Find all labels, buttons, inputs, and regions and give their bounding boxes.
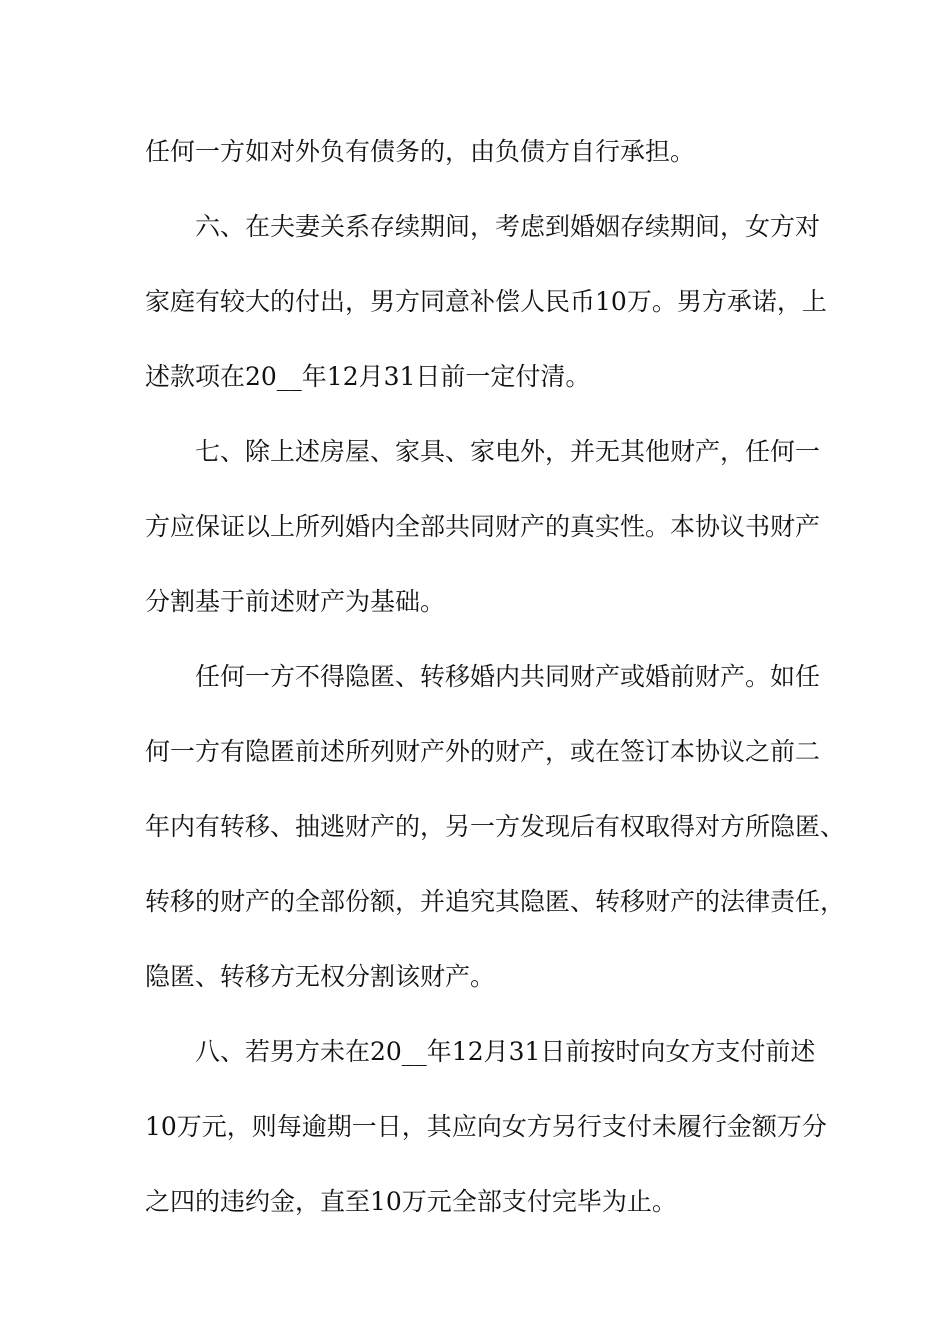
- text-line: 分割基于前述财产为基础。: [145, 587, 446, 616]
- text-line: 方应保证以上所列婚内全部共同财产的真实性。本协议书财产: [145, 512, 821, 541]
- text-line: 之四的违约金，直至10万元全部支付完毕为止。: [145, 1187, 677, 1216]
- text-line: 隐匿、转移方无权分割该财产。: [145, 962, 496, 991]
- paragraph-start: 任何一方不得隐匿、转移婚内共同财产或婚前财产。如任: [195, 662, 821, 691]
- clause-seven-start: 七、除上述房屋、家具、家电外，并无其他财产，任何一: [195, 437, 821, 466]
- text-line: 述款项在20__年12月31日前一定付清。: [145, 362, 591, 391]
- text-line: 家庭有较大的付出，男方同意补偿人民币10万。男方承诺，上: [145, 287, 827, 316]
- document-body: [145, 134, 846, 1259]
- text-line: 10万元，则每逾期一日，其应向女方另行支付未履行金额万分: [145, 1112, 827, 1141]
- clause-six-start: 六、在夫妻关系存续期间，考虑到婚姻存续期间，女方对: [195, 212, 821, 241]
- text-line: 任何一方如对外负有债务的，由负债方自行承担。: [145, 137, 696, 166]
- text-line: 转移的财产的全部份额，并追究其隐匿、转移财产的法律责任，: [145, 887, 846, 916]
- text-line: 年内有转移、抽逃财产的，另一方发现后有权取得对方所隐匿、: [145, 812, 846, 841]
- clause-eight-start: 八、若男方未在20__年12月31日前按时向女方支付前述: [195, 1037, 816, 1066]
- text-line: 何一方有隐匿前述所列财产外的财产，或在签订本协议之前二: [145, 737, 821, 766]
